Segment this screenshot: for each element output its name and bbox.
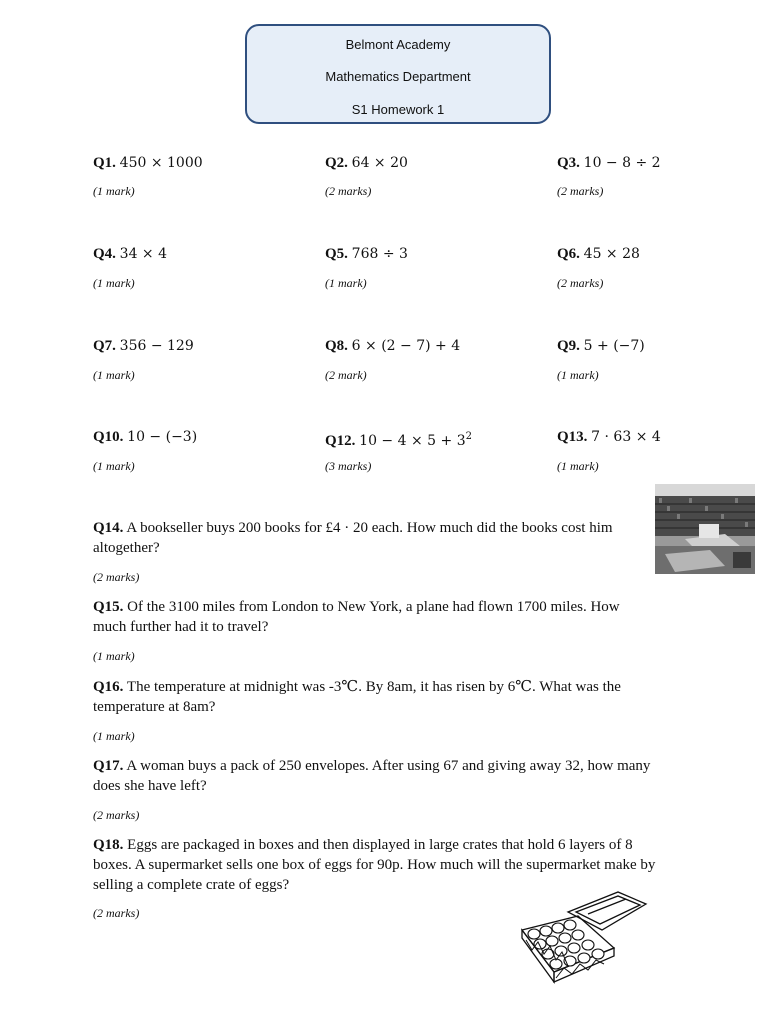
marks-q6: (2 marks) <box>557 276 604 290</box>
bookshop-photo <box>655 484 755 574</box>
marks-q7: (1 mark) <box>93 368 135 382</box>
question-q17: Q17. A woman buys a pack of 250 envelopes. After using 67 and giving away 32, how many does she have left? <box>93 758 651 794</box>
school-name: Belmont Academy <box>345 37 451 52</box>
marks-q16: (1 mark) <box>93 729 135 743</box>
marks-q17: (2 marks) <box>93 808 140 822</box>
question-q1: Q1. 450 × 1000 <box>93 155 203 171</box>
marks-q10: (1 mark) <box>93 459 135 473</box>
marks-q14: (2 marks) <box>93 570 140 584</box>
header-box <box>245 24 551 124</box>
marks-q18: (2 marks) <box>93 906 140 920</box>
question-q9: Q9. 5 + (−7) <box>557 338 645 354</box>
question-q13: Q13. 7 · 63 × 4 <box>557 429 661 445</box>
question-q4: Q4. 34 × 4 <box>93 246 168 262</box>
question-q5: Q5. 768 ÷ 3 <box>325 246 408 262</box>
question-q8: Q8. 6 × (2 − 7) + 4 <box>325 338 461 354</box>
marks-q2: (2 marks) <box>325 184 372 198</box>
question-q15: Q15. Of the 3100 miles from London to New York, a plane had flown 1700 miles. How much further had it to travel? <box>93 599 620 635</box>
marks-q12: (3 marks) <box>325 459 372 473</box>
question-q6: Q6. 45 × 28 <box>557 246 640 262</box>
question-q10: Q10. 10 − (−3) <box>93 429 198 445</box>
question-q14: Q14. A bookseller buys 200 books for £4 · 20 each. How much did the books cost him altogether? <box>93 520 613 556</box>
marks-q13: (1 mark) <box>557 459 599 473</box>
marks-q4: (1 mark) <box>93 276 135 290</box>
homework-title: S1 Homework 1 <box>351 102 445 117</box>
question-q2: Q2. 64 × 20 <box>325 155 408 171</box>
marks-q9: (1 mark) <box>557 368 599 382</box>
question-q7: Q7. 356 − 129 <box>93 338 194 354</box>
marks-q15: (1 mark) <box>93 649 135 663</box>
marks-q3: (2 marks) <box>557 184 604 198</box>
question-q18: Q18. Eggs are packaged in boxes and then displayed in large crates that hold 6 layers of 8 boxes. A supermarket sells one box of eggs for 90p. How much will the supermarket make by selling a complete crate of eggs? <box>93 837 656 893</box>
marks-q8: (2 mark) <box>325 368 367 382</box>
department-name: Mathematics Department <box>325 69 471 84</box>
question-q12: Q12. $10 - 4 \times 5 + 3^2$ <box>325 431 472 449</box>
marks-q1: (1 mark) <box>93 184 135 198</box>
marks-q5: (1 mark) <box>325 276 367 290</box>
question-q16: Q16. The temperature at midnight was -3℃. By 8am, it has risen by 6℃. What was the temperature at 8am? <box>93 679 621 715</box>
question-q3: Q3. 10 − 8 ÷ 2 <box>557 155 661 171</box>
egg-box-illustration <box>518 890 653 990</box>
